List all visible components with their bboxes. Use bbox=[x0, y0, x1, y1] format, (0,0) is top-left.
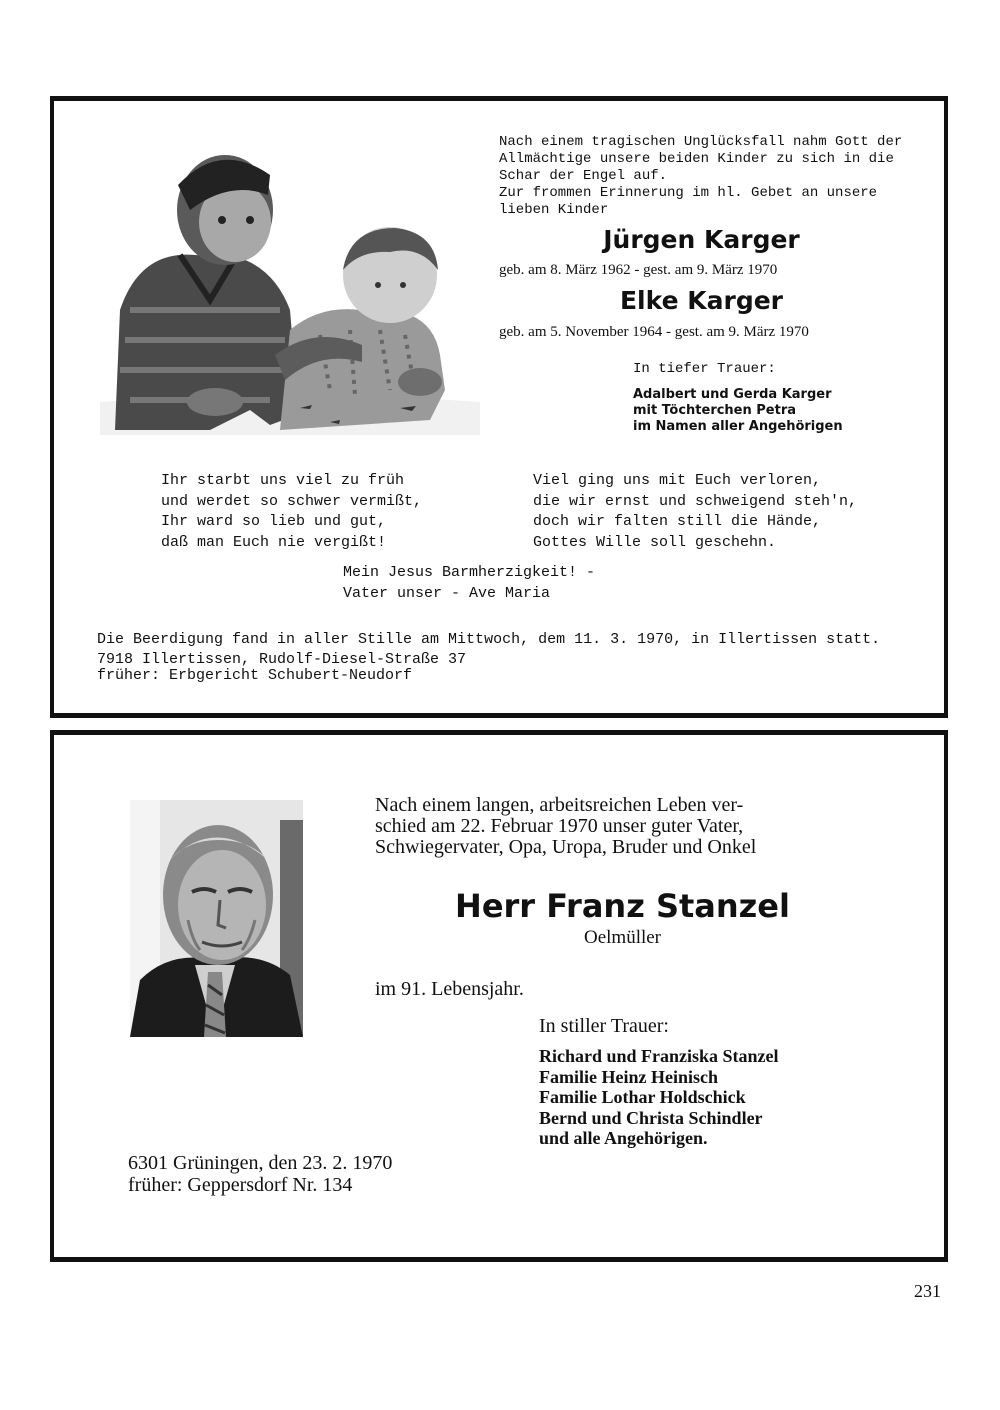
karger-intro bbox=[499, 134, 904, 185]
stanzel-mourning-label: In stiller Trauer: bbox=[539, 1015, 669, 1037]
karger-mourning-label: In tiefer Trauer: bbox=[633, 361, 776, 377]
verse-line: Gottes Wille soll geschehn. bbox=[533, 533, 777, 551]
mourner-line: Bernd und Christa Schindler bbox=[539, 1107, 763, 1128]
child1-dates: geb. am 8. März 1962 - gest. am 9. März 1970 bbox=[499, 262, 778, 278]
prayer-line: Vater unser - Ave Maria bbox=[343, 584, 551, 602]
mourner-line: Familie Heinz Heinisch bbox=[539, 1066, 718, 1087]
karger-intro-line: Schar der Engel auf. bbox=[499, 168, 668, 184]
karger-intro-line: Allmächtige unsere beiden Kinder zu sich in die bbox=[499, 151, 894, 167]
page-number: 231 bbox=[914, 1281, 941, 1301]
verse-line: daß man Euch nie vergißt! bbox=[161, 533, 387, 551]
stanzel-intro-line: Schwiegervater, Opa, Uropa, Bruder und Onkel bbox=[375, 836, 757, 858]
verse-line: die wir ernst und schweigend steh'n, bbox=[533, 492, 858, 510]
stanzel-intro bbox=[375, 795, 756, 858]
stanzel-intro-line: Nach einem langen, arbeitsreichen Leben ver- bbox=[375, 794, 744, 816]
mourner-line: Familie Lothar Holdschick bbox=[539, 1087, 746, 1107]
karger-intro-line: lieben Kinder bbox=[499, 202, 609, 218]
child1-name: Jürgen Karger bbox=[603, 225, 800, 254]
verse-right bbox=[533, 471, 857, 553]
mourner-line: und alle Angehörigen. bbox=[539, 1128, 708, 1148]
deceased-name: Herr Franz Stanzel bbox=[455, 887, 790, 925]
karger-mourners bbox=[633, 387, 843, 435]
mourner-line: mit Töchterchen Petra bbox=[633, 403, 797, 418]
karger-intro-line: Nach einem tragischen Unglücksfall nahm Gott der bbox=[499, 134, 903, 150]
deceased-occupation: Oelmüller bbox=[583, 927, 662, 948]
portrait-photo bbox=[130, 800, 303, 1037]
child2-name: Elke Karger bbox=[619, 286, 783, 315]
former-address: früher: Geppersdorf Nr. 134 bbox=[128, 1174, 353, 1196]
child2-dates: geb. am 5. November 1964 - gest. am 9. März 1970 bbox=[499, 324, 809, 340]
stanzel-address bbox=[128, 1152, 392, 1196]
funeral-info: Die Beerdigung fand in aller Stille am Mittwoch, dem 11. 3. 1970, in Illertissen statt. bbox=[97, 631, 881, 648]
stanzel-intro-line: schied am 22. Februar 1970 unser guter Vater, bbox=[375, 815, 744, 837]
prayer bbox=[343, 563, 595, 604]
prayer-line: Mein Jesus Barmherzigkeit! - bbox=[343, 564, 596, 581]
mourner-line: Richard und Franziska Stanzel bbox=[539, 1046, 779, 1066]
verse-left bbox=[161, 471, 422, 553]
verse-line: doch wir falten still die Hände, bbox=[533, 513, 822, 530]
children-photo bbox=[100, 140, 480, 435]
karger-intro-2 bbox=[499, 185, 904, 219]
deceased-age: im 91. Lebensjahr. bbox=[375, 978, 524, 1000]
verse-line: Ihr ward so lieb und gut, bbox=[161, 513, 387, 530]
place-date: 6301 Grüningen, den 23. 2. 1970 bbox=[128, 1152, 393, 1174]
karger-address: 7918 Illertissen, Rudolf-Diesel-Straße 37 bbox=[97, 651, 467, 668]
karger-intro-line: Zur frommen Erinnerung im hl. Gebet an unsere bbox=[499, 185, 878, 201]
karger-former-address: früher: Erbgericht Schubert-Neudorf bbox=[97, 667, 413, 684]
mourner-line: Adalbert und Gerda Karger bbox=[633, 387, 832, 402]
stanzel-mourners bbox=[539, 1046, 779, 1149]
verse-line: Viel ging uns mit Euch verloren, bbox=[533, 472, 822, 489]
mourner-line: im Namen aller Angehörigen bbox=[633, 419, 843, 434]
verse-line: Ihr starbt uns viel zu früh bbox=[161, 472, 405, 489]
verse-line: und werdet so schwer vermißt, bbox=[161, 492, 423, 510]
